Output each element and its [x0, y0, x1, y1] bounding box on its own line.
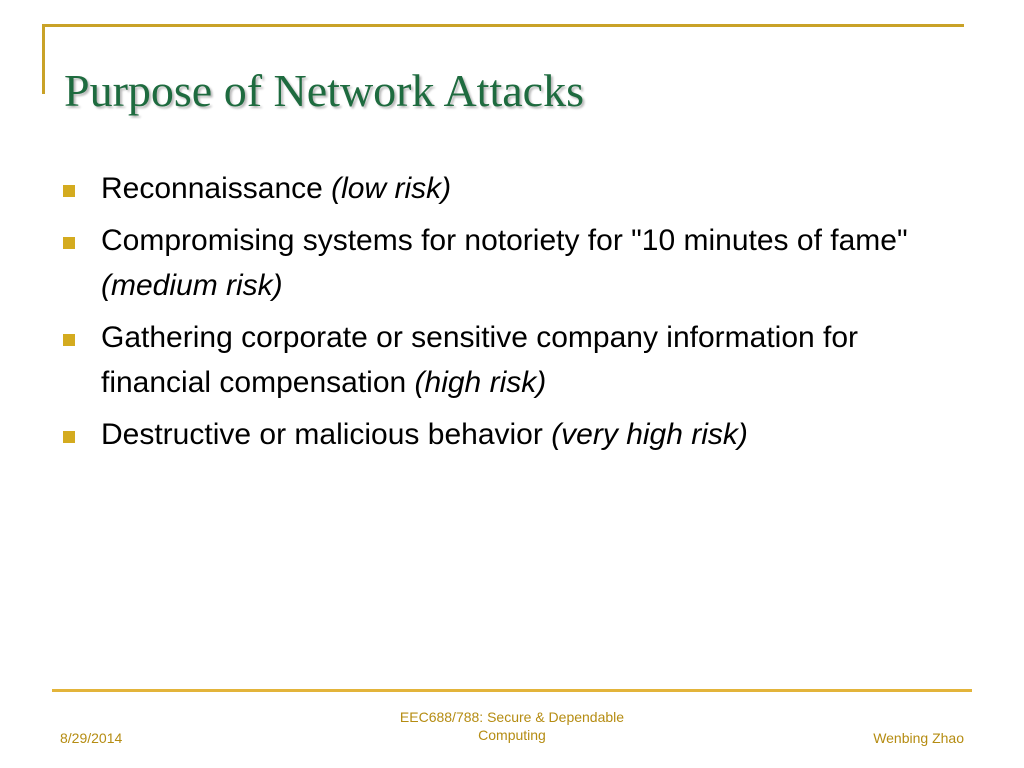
- footer-date: 8/29/2014: [60, 730, 123, 746]
- bullet-text: Destructive or malicious behavior: [101, 418, 552, 451]
- left-border-line: [42, 24, 45, 94]
- risk-label: (low risk): [331, 172, 452, 205]
- bullet-text: Compromising systems for notoriety for "10 minutes of fame": [101, 224, 908, 257]
- bullet-item-destructive: [60, 412, 960, 457]
- footer-divider: [52, 689, 972, 692]
- square-bullet-icon: [63, 334, 75, 346]
- bullet-item-corporate-info: [60, 315, 960, 405]
- bullet-text: Gathering corporate or sensitive company information for financial compensation: [101, 321, 859, 399]
- footer-author: Wenbing Zhao: [873, 730, 964, 746]
- square-bullet-icon: [63, 185, 75, 197]
- footer-course-line-2: Computing: [478, 727, 546, 743]
- risk-label: (high risk): [414, 366, 547, 399]
- footer-course-title: [362, 708, 662, 744]
- bullet-text: Reconnaissance: [101, 172, 332, 205]
- footer-course-line-1: EEC688/788: Secure & Dependable: [399, 709, 625, 725]
- square-bullet-icon: [63, 431, 75, 443]
- bullet-item-reconnaissance: [60, 166, 960, 211]
- square-bullet-icon: [63, 237, 75, 249]
- slide-title: Purpose of Network Attacks: [64, 65, 584, 116]
- risk-label: (medium risk): [101, 269, 283, 302]
- bullet-item-notoriety: [60, 218, 960, 308]
- risk-label: (very high risk): [551, 418, 748, 451]
- bullet-list: [60, 166, 960, 464]
- top-border-line: [42, 24, 964, 27]
